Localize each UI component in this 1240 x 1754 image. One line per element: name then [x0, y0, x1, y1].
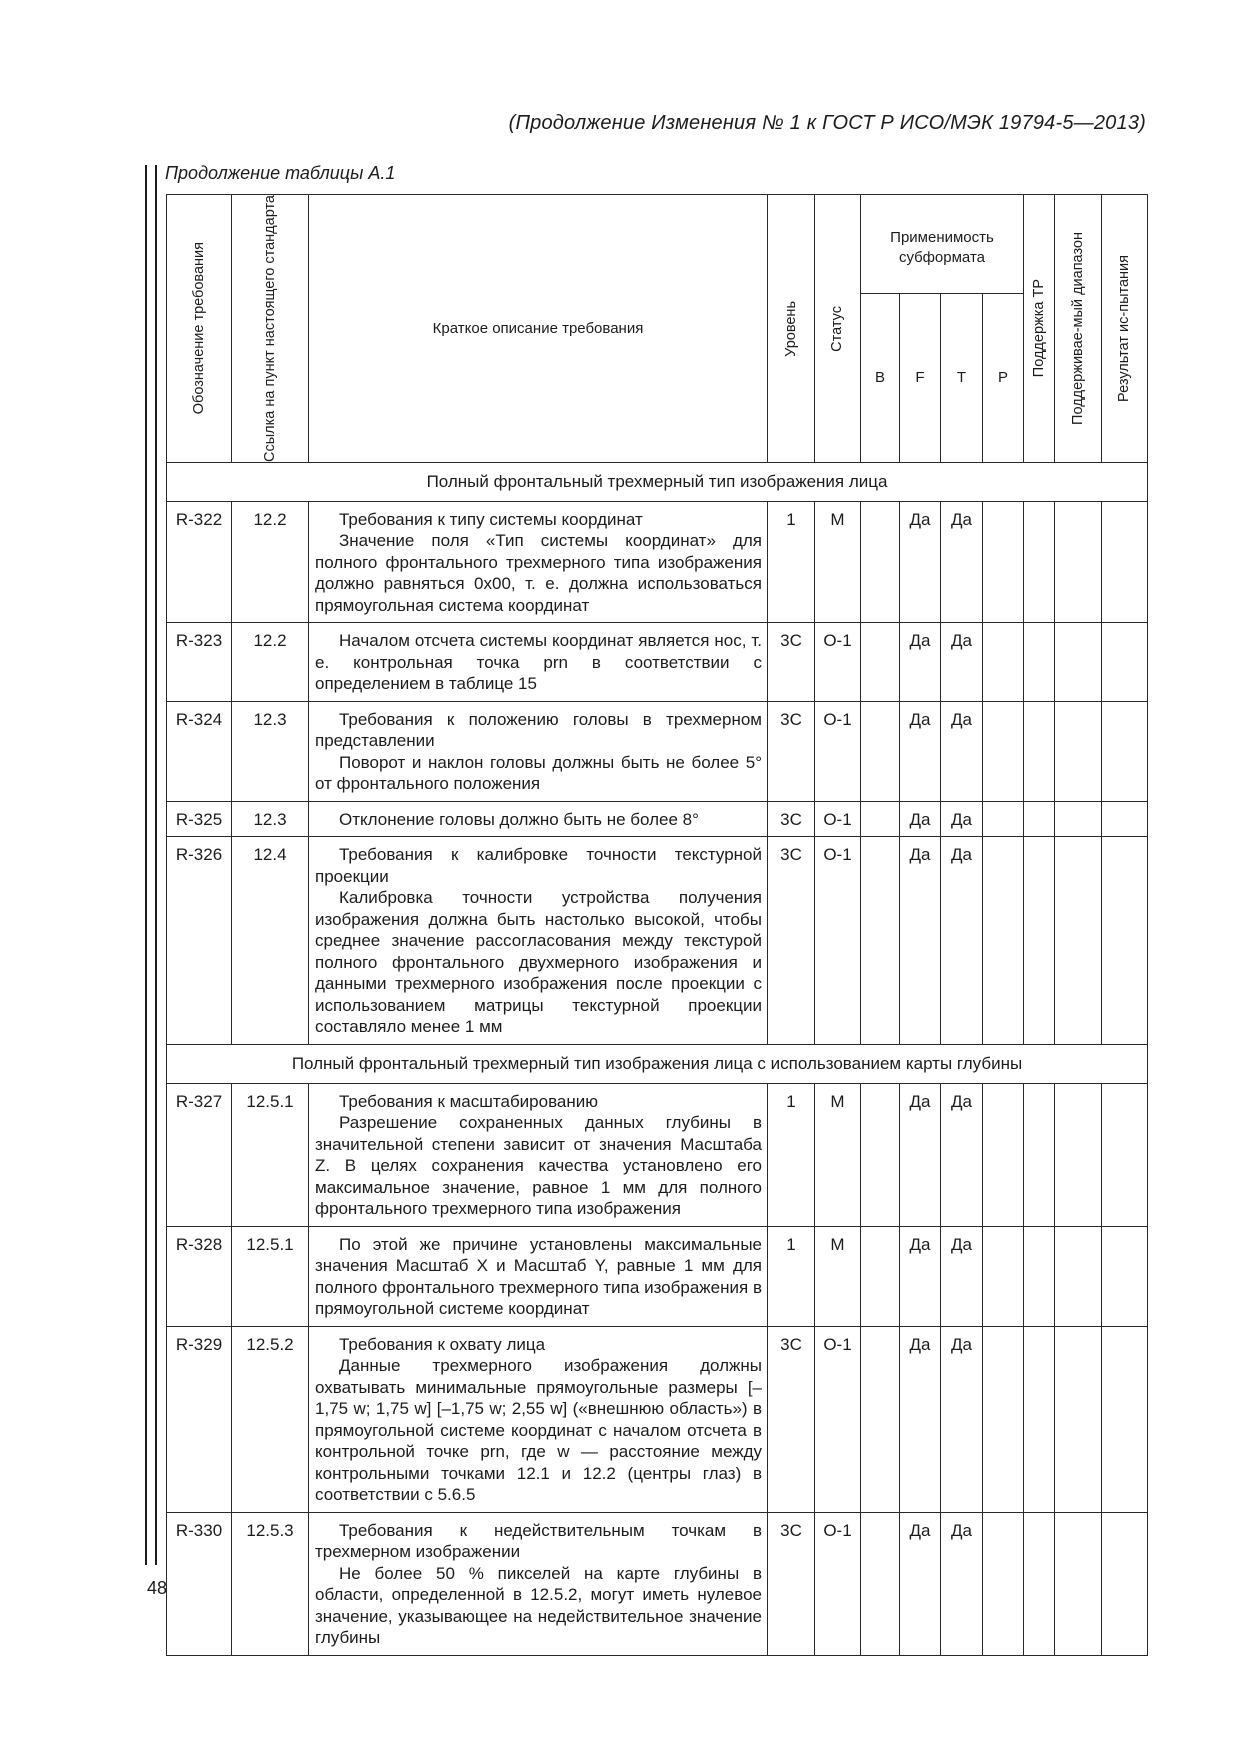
- cell-status: O-1: [815, 623, 861, 702]
- cell-test-result: [1102, 1083, 1148, 1226]
- header-sub-f: F: [900, 294, 941, 463]
- cell-b: [861, 837, 900, 1045]
- cell-tp-support: [1024, 623, 1055, 702]
- cell-f: Да: [900, 501, 941, 623]
- cell-status: O-1: [815, 837, 861, 1045]
- header-sub-p: P: [983, 294, 1024, 463]
- continuation-label: Продолжение таблицы А.1: [165, 163, 396, 183]
- cell-id: R-328: [167, 1226, 232, 1326]
- cell-level: 3C: [768, 701, 815, 801]
- cell-ref: 12.5.1: [232, 1083, 309, 1226]
- cell-f: Да: [900, 701, 941, 801]
- description-text: Началом отсчета системы координат является нос, т. е. контрольная точка prn в соответствии с определением в таблице 15: [315, 631, 762, 694]
- header-supported-range: Поддерживае-мый диапазон: [1055, 195, 1102, 463]
- cell-id: R-323: [167, 623, 232, 702]
- cell-t: Да: [941, 1326, 983, 1512]
- description-text: Данные трехмерного изображения должны охватывать минимальные прямоугольные размеры [–1,75 w; 1,75 w] [–1,75 w; 2,55 w] («внешнюю область») в прямоугольной системе координат с началом отсчета в контрольной точке prn, где w — расстояние между контрольными точками 12.1 и 12.2 (центры глаз) в соответствии с 5.6.5: [315, 1356, 762, 1505]
- description-heading: Требования к недействительным точкам в трехмерном изображении: [315, 1520, 762, 1562]
- header-sub-b: B: [861, 294, 900, 463]
- description-heading: Требования к охвату лица: [339, 1334, 546, 1354]
- cell-ref: 12.2: [232, 623, 309, 702]
- running-head: (Продолжение Изменения № 1 к ГОСТ Р ИСО/МЭК 19794-5—2013): [508, 112, 1146, 134]
- cell-id: R-329: [167, 1326, 232, 1512]
- cell-supported-range: [1055, 501, 1102, 623]
- cell-status: O-1: [815, 801, 861, 837]
- cell-f: Да: [900, 1083, 941, 1226]
- cell-status: O-1: [815, 701, 861, 801]
- cell-ref: 12.3: [232, 701, 309, 801]
- cell-b: [861, 801, 900, 837]
- cell-t: Да: [941, 1512, 983, 1655]
- table-row: [167, 1326, 1148, 1512]
- description-text: По этой же причине установлены максимальные значения Масштаб X и Масштаб Y, равные 1 мм для полного фронтального трехмерного типа изображения в прямоугольной системе координат: [315, 1234, 762, 1319]
- cell-t: Да: [941, 1083, 983, 1226]
- cell-level: 1: [768, 1226, 815, 1326]
- cell-id: R-322: [167, 501, 232, 623]
- cell-description: [309, 1326, 768, 1512]
- cell-level: 3C: [768, 801, 815, 837]
- cell-id: R-325: [167, 801, 232, 837]
- cell-t: Да: [941, 501, 983, 623]
- cell-f: Да: [900, 1326, 941, 1512]
- cell-tp-support: [1024, 801, 1055, 837]
- header-description: Краткое описание требования: [309, 195, 768, 463]
- table-row: [167, 801, 1148, 837]
- cell-t: Да: [941, 837, 983, 1045]
- cell-test-result: [1102, 801, 1148, 837]
- cell-t: Да: [941, 1226, 983, 1326]
- cell-level: 3C: [768, 1326, 815, 1512]
- cell-test-result: [1102, 623, 1148, 702]
- header-test-result: Результат ис-пытания: [1102, 195, 1148, 463]
- cell-description: [309, 1512, 768, 1655]
- cell-description: [309, 801, 768, 837]
- cell-tp-support: [1024, 501, 1055, 623]
- description-text: Поворот и наклон головы должны быть не более 5° от фронтального положения: [315, 752, 762, 794]
- description-text: Отклонение головы должно быть не более 8°: [339, 809, 699, 829]
- cell-b: [861, 1512, 900, 1655]
- cell-p: [983, 701, 1024, 801]
- cell-f: Да: [900, 1226, 941, 1326]
- cell-tp-support: [1024, 701, 1055, 801]
- cell-ref: 12.5.2: [232, 1326, 309, 1512]
- cell-f: Да: [900, 801, 941, 837]
- cell-p: [983, 1326, 1024, 1512]
- cell-tp-support: [1024, 1226, 1055, 1326]
- cell-test-result: [1102, 1326, 1148, 1512]
- table-row: [167, 623, 1148, 702]
- page-number: 48: [147, 1578, 168, 1598]
- description-heading: Требования к положению головы в трехмерном представлении: [315, 709, 762, 751]
- cell-b: [861, 1083, 900, 1226]
- cell-supported-range: [1055, 1326, 1102, 1512]
- cell-f: Да: [900, 837, 941, 1045]
- section-title: Полный фронтальный трехмерный тип изображения лица с использованием карты глубины: [167, 1044, 1148, 1083]
- header-applicability: Применимость субформата: [861, 195, 1024, 294]
- header-designation: Обозначение требования: [167, 195, 232, 463]
- cell-ref: 12.2: [232, 501, 309, 623]
- cell-b: [861, 1326, 900, 1512]
- cell-p: [983, 801, 1024, 837]
- description-text: Калибровка точности устройства получения изображения должна быть настолько высокой, чтобы среднее значение рассогласования между текстурой полного фронтального двухмерного изображения и данными трехмерного изображения после проекции с использованием матрицы текстурной проекции составляло менее 1 мм: [315, 888, 762, 1037]
- cell-f: Да: [900, 1512, 941, 1655]
- cell-description: [309, 623, 768, 702]
- cell-tp-support: [1024, 837, 1055, 1045]
- cell-b: [861, 623, 900, 702]
- cell-t: Да: [941, 701, 983, 801]
- section-title: Полный фронтальный трехмерный тип изображения лица: [167, 462, 1148, 501]
- table-row: [167, 1226, 1148, 1326]
- cell-level: 1: [768, 1083, 815, 1226]
- table-row: [167, 1512, 1148, 1655]
- cell-status: M: [815, 1226, 861, 1326]
- cell-supported-range: [1055, 623, 1102, 702]
- cell-test-result: [1102, 501, 1148, 623]
- cell-p: [983, 837, 1024, 1045]
- section-row: [167, 1044, 1148, 1083]
- cell-supported-range: [1055, 1226, 1102, 1326]
- description-heading: Требования к калибровке точности текстурной проекции: [315, 845, 762, 886]
- cell-b: [861, 1226, 900, 1326]
- cell-p: [983, 623, 1024, 702]
- cell-status: O-1: [815, 1512, 861, 1655]
- cell-p: [983, 501, 1024, 623]
- cell-b: [861, 501, 900, 623]
- description-heading: Требования к масштабированию: [339, 1091, 599, 1111]
- cell-supported-range: [1055, 1083, 1102, 1226]
- cell-supported-range: [1055, 701, 1102, 801]
- cell-status: M: [815, 1083, 861, 1226]
- cell-supported-range: [1055, 1512, 1102, 1655]
- cell-description: [309, 501, 768, 623]
- cell-level: 3C: [768, 837, 815, 1045]
- description-text: Значение поля «Тип системы координат» для полного фронтального трехмерного типа изображения должно равняться 0x00, т. е. должна использоваться прямоугольная система координат: [315, 531, 762, 615]
- cell-level: 1: [768, 501, 815, 623]
- cell-p: [983, 1226, 1024, 1326]
- cell-status: O-1: [815, 1326, 861, 1512]
- table-row: [167, 1083, 1148, 1226]
- header-sub-t: T: [941, 294, 983, 463]
- cell-ref: 12.4: [232, 837, 309, 1045]
- header-level: Уровень: [768, 195, 815, 463]
- cell-test-result: [1102, 837, 1148, 1045]
- description-heading: Требования к типу системы координат: [339, 509, 643, 529]
- cell-tp-support: [1024, 1512, 1055, 1655]
- cell-tp-support: [1024, 1083, 1055, 1226]
- table-row: [167, 501, 1148, 623]
- cell-tp-support: [1024, 1326, 1055, 1512]
- cell-description: [309, 1226, 768, 1326]
- cell-p: [983, 1512, 1024, 1655]
- cell-id: R-330: [167, 1512, 232, 1655]
- cell-test-result: [1102, 1512, 1148, 1655]
- header-reference: Ссылка на пункт настоящего стандарта: [232, 195, 309, 463]
- cell-status: M: [815, 501, 861, 623]
- header-status: Статус: [815, 195, 861, 463]
- cell-f: Да: [900, 623, 941, 702]
- cell-test-result: [1102, 701, 1148, 801]
- cell-level: 3C: [768, 1512, 815, 1655]
- cell-id: R-324: [167, 701, 232, 801]
- cell-supported-range: [1055, 837, 1102, 1045]
- cell-supported-range: [1055, 801, 1102, 837]
- table-row: [167, 837, 1148, 1045]
- section-row: [167, 462, 1148, 501]
- cell-test-result: [1102, 1226, 1148, 1326]
- cell-id: R-327: [167, 1083, 232, 1226]
- cell-description: [309, 701, 768, 801]
- header-row: [167, 195, 1148, 294]
- cell-t: Да: [941, 623, 983, 702]
- cell-p: [983, 1083, 1024, 1226]
- cell-description: [309, 837, 768, 1045]
- cell-description: [309, 1083, 768, 1226]
- cell-b: [861, 701, 900, 801]
- cell-level: 3C: [768, 623, 815, 702]
- cell-ref: 12.5.3: [232, 1512, 309, 1655]
- header-tp-support: Поддержка ТР: [1024, 195, 1055, 463]
- cell-t: Да: [941, 801, 983, 837]
- description-text: Не более 50 % пикселей на карте глубины в области, определенной в 12.5.2, могут иметь нулевое значение, указывающее на недействительное значение глубины: [315, 1563, 762, 1648]
- cell-ref: 12.5.1: [232, 1226, 309, 1326]
- table-row: [167, 701, 1148, 801]
- cell-id: R-326: [167, 837, 232, 1045]
- description-text: Разрешение сохраненных данных глубины в значительной степени зависит от значения Масштаба Z. В целях сохранения качества установлено его максимальное значение, равное 1 мм для полного фронтального трехмерного типа изображения: [315, 1113, 762, 1219]
- change-bar: [145, 165, 157, 1565]
- requirements-table: [166, 194, 1148, 1656]
- cell-ref: 12.3: [232, 801, 309, 837]
